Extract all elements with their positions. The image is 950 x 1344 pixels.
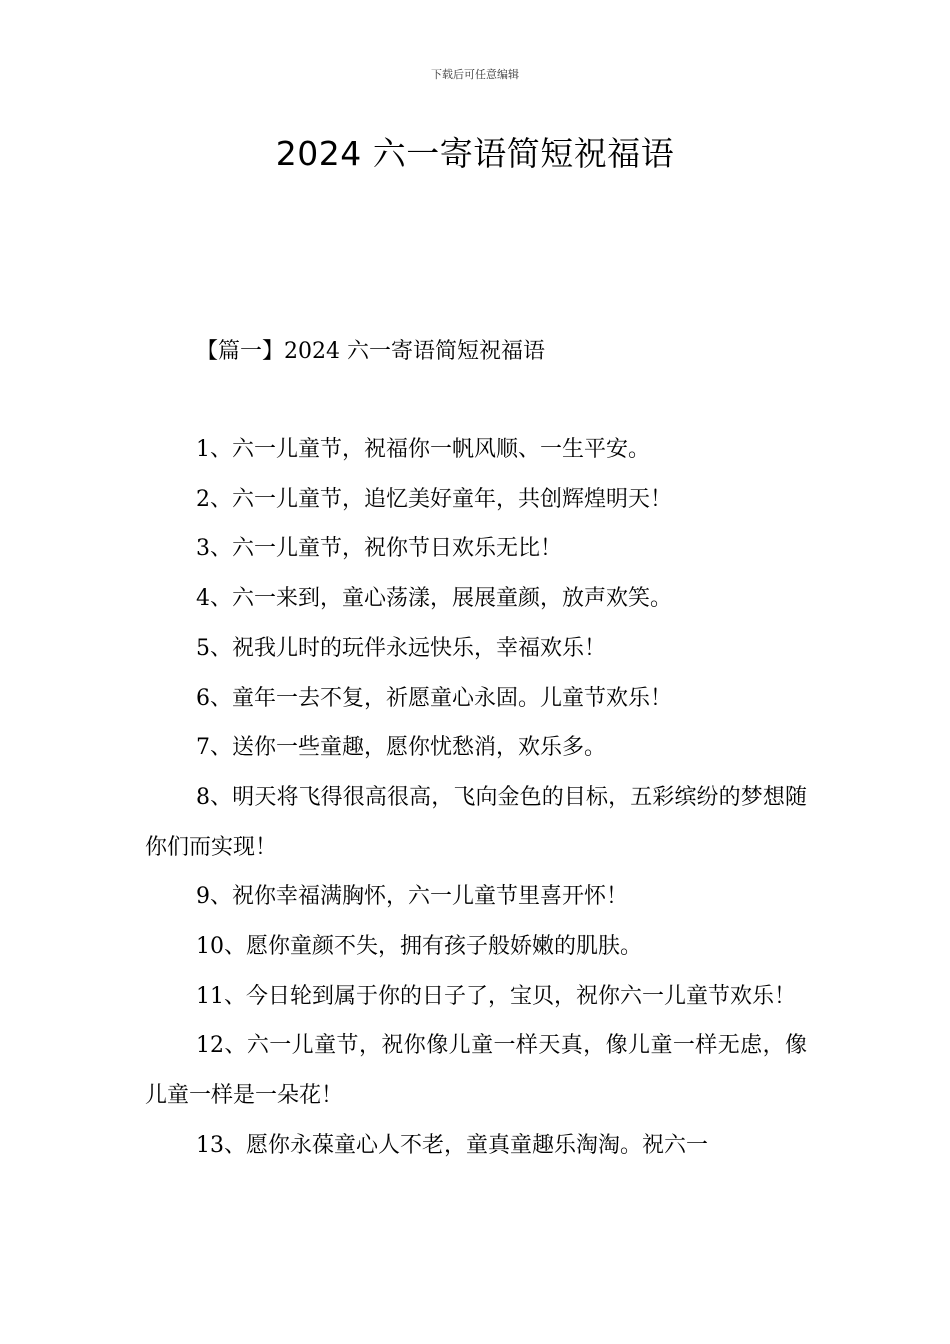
paragraph-1: 1、六一儿童节，祝福你一帆风顺、一生平安。 xyxy=(196,437,650,462)
section-heading: 【篇一】2024 六一寄语简短祝福语 xyxy=(196,339,545,364)
paragraph-9: 9、祝你幸福满胸怀，六一儿童节里喜开怀！ xyxy=(196,884,628,910)
paragraph-2: 2、六一儿童节，追忆美好童年，共创辉煌明天！ xyxy=(196,486,672,512)
paragraph-8: 8、明天将飞得很高很高，飞向金色的目标，五彩缤纷的梦想随你们而实现！ xyxy=(145,784,807,860)
paragraph-6: 6、童年一去不复，祈愿童心永固。儿童节欢乐！ xyxy=(196,685,672,711)
header-note: 下载后可任意编辑 xyxy=(431,68,519,81)
paragraph-13: 13、愿你永葆童心人不老，童真童趣乐淘淘。祝六一 xyxy=(196,1132,708,1158)
paragraph-12: 12、六一儿童节，祝你像儿童一样天真，像儿童一样无虑，像儿童一样是一朵花！ xyxy=(145,1033,807,1109)
paragraph-4: 4、六一来到，童心荡漾，展展童颜，放声欢笑。 xyxy=(196,586,672,612)
paragraph-3: 3、六一儿童节，祝你节日欢乐无比！ xyxy=(196,536,562,562)
paragraph-11: 11、今日轮到属于你的日子了，宝贝，祝你六一儿童节欢乐！ xyxy=(196,983,796,1009)
paragraph-5: 5、祝我儿时的玩伴永远快乐，幸福欢乐！ xyxy=(196,635,606,661)
document-title: 2024 六一寄语简短祝福语 xyxy=(275,134,675,173)
document-body xyxy=(145,425,807,1171)
paragraph-10: 10、愿你童颜不失，拥有孩子般娇嫩的肌肤。 xyxy=(196,934,642,960)
paragraph-7: 7、送你一些童趣，愿你忧愁消，欢乐多。 xyxy=(196,735,606,761)
